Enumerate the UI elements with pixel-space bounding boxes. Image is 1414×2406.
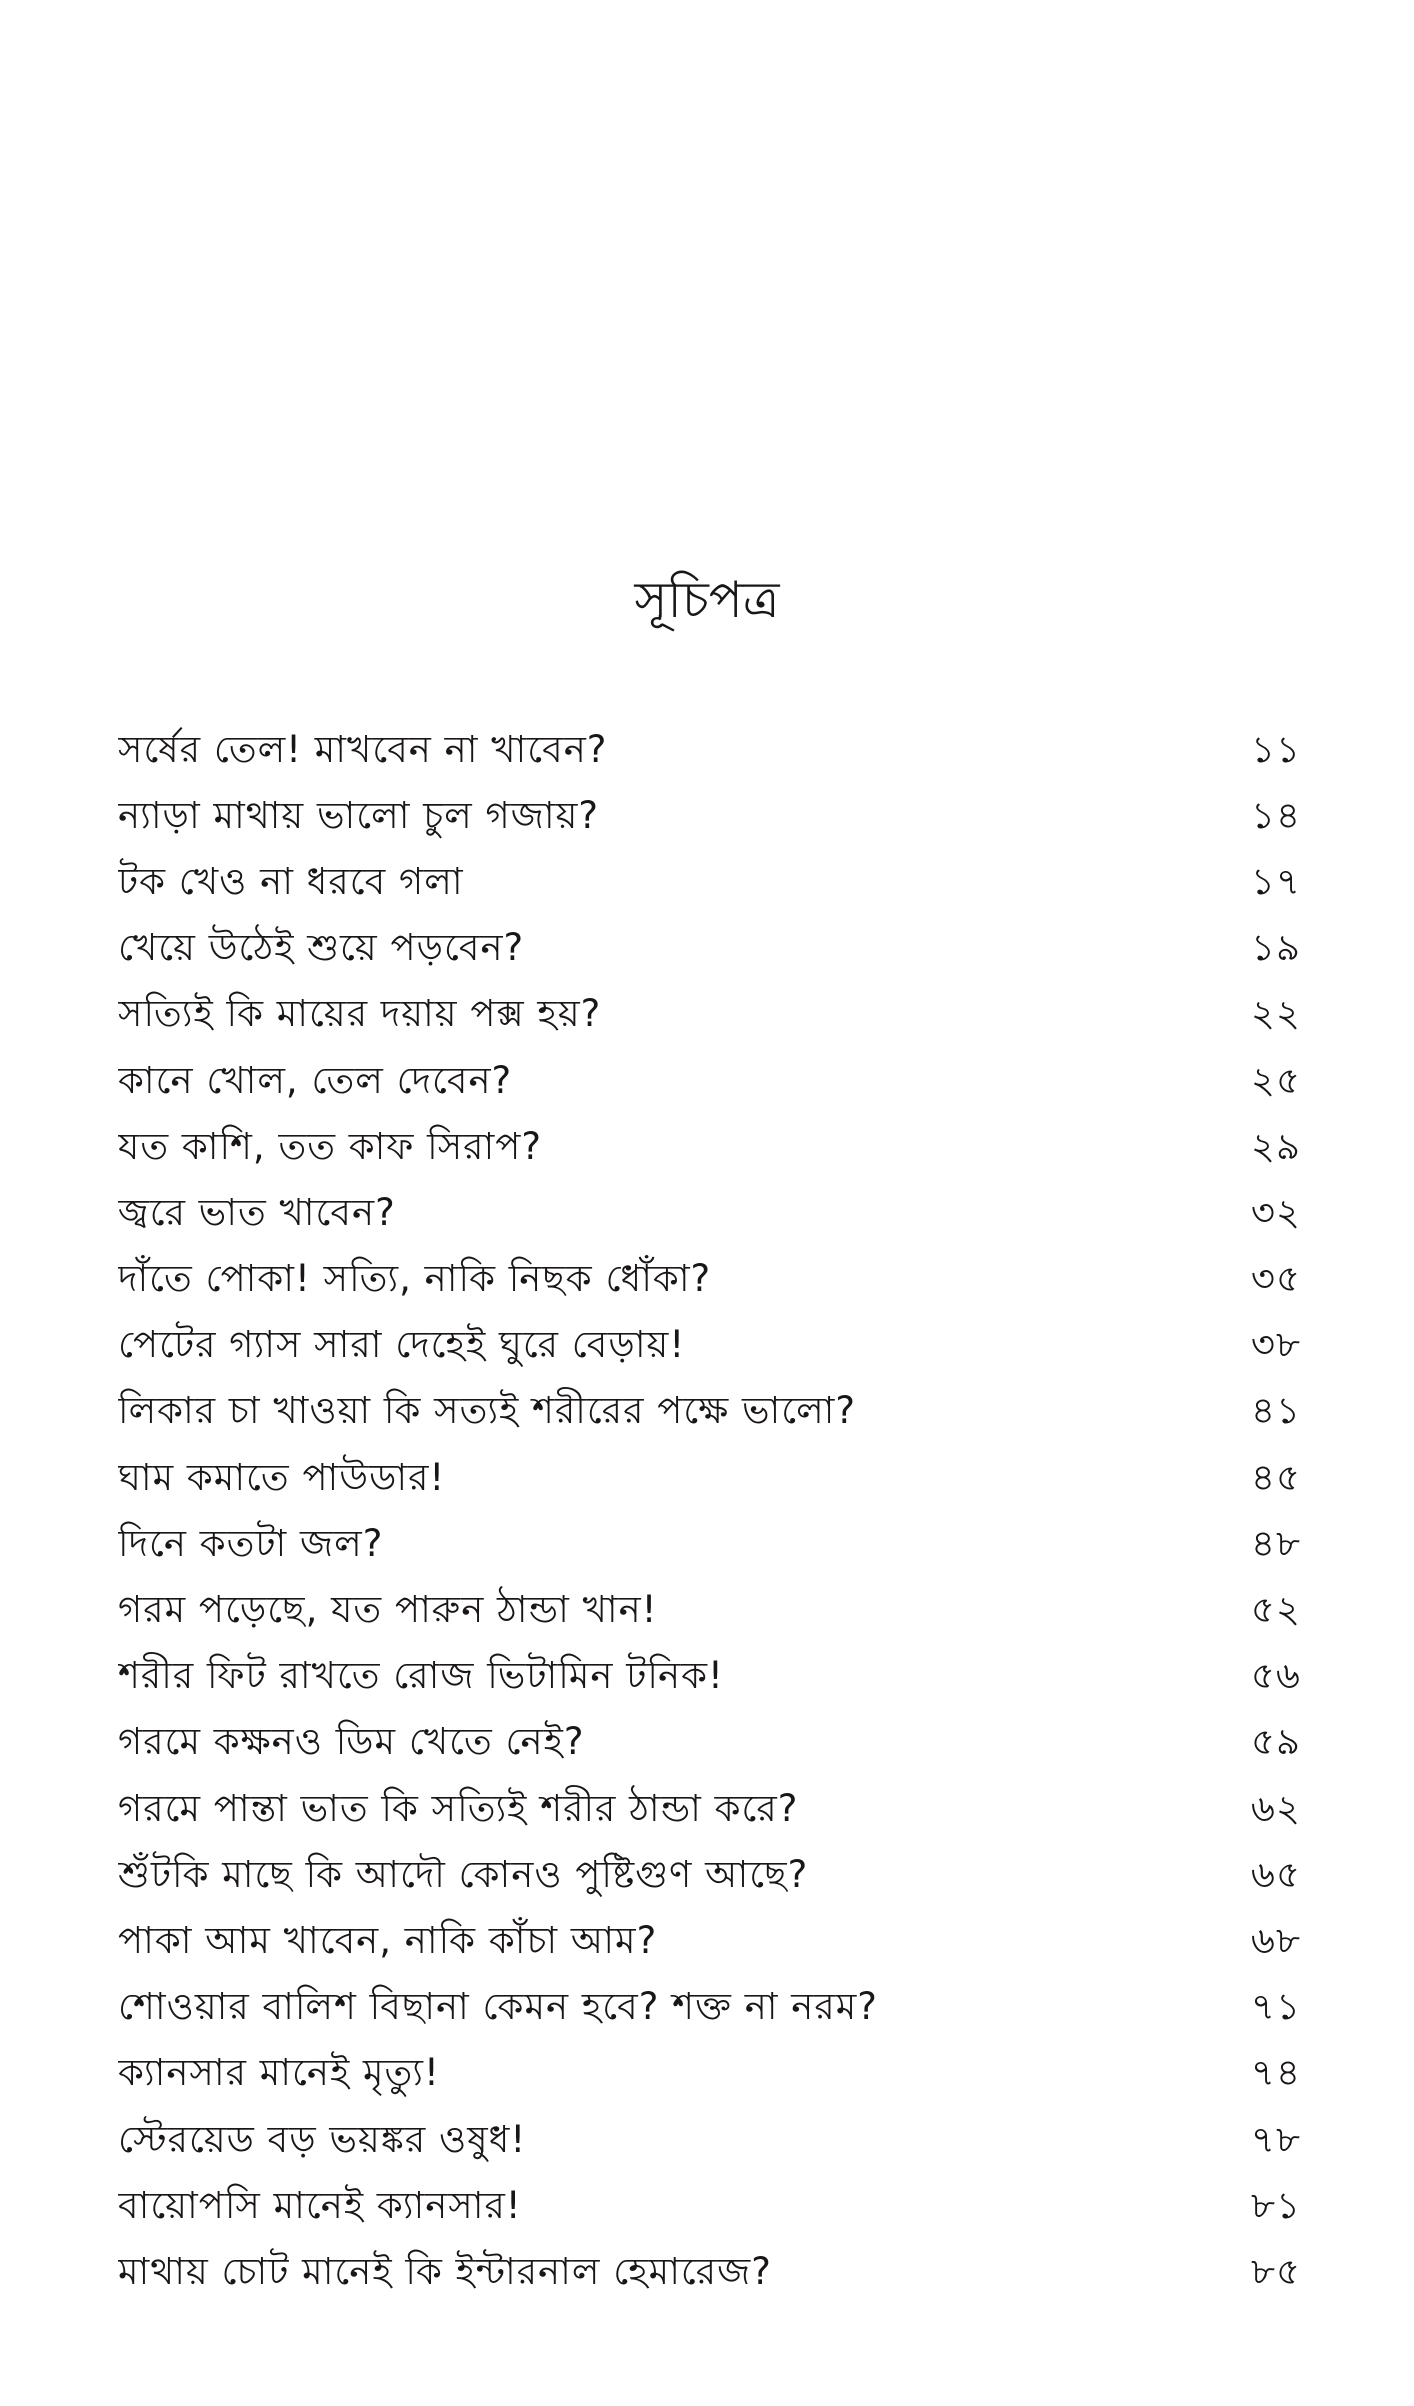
toc-entry (118, 1976, 1303, 2042)
toc-entry-title: স্টেরয়েড বড় ভয়ঙ্কর ওষুধ! (118, 2117, 527, 2161)
toc-entry-page-number: ৭৮ (1250, 2117, 1301, 2161)
toc-entry (118, 1512, 1303, 1578)
toc-entry-page-number: ৩৫ (1250, 1257, 1301, 1301)
toc-entry-page-number: ৫৬ (1250, 1654, 1301, 1698)
toc-entry (118, 784, 1303, 850)
toc-entry-title: ন্যাড়া মাথায় ভালো চুল গজায়? (118, 793, 600, 837)
toc-entry-page-number: ৮৫ (1250, 2249, 1301, 2293)
toc-entry-page-number: ৮১ (1250, 2183, 1301, 2227)
toc-entry (118, 1380, 1303, 1446)
toc-entry-page-number: ৭৪ (1250, 2051, 1301, 2095)
toc-entry (118, 2042, 1303, 2108)
toc-entry-page-number: ৩৮ (1250, 1323, 1301, 1367)
toc-entry-title: খেয়ে উঠেই শুয়ে পড়বেন? (118, 926, 525, 970)
toc-entry (118, 983, 1303, 1049)
toc-entry (118, 2108, 1303, 2174)
toc-entry-page-number: ২২ (1250, 992, 1301, 1036)
toc-entry-title: সত্যিই কি মায়ের দয়ায় পক্স হয়? (118, 992, 602, 1036)
toc-entry (118, 1049, 1303, 1115)
toc-entry-title: শরীর ফিট রাখতে রোজ ভিটামিন টনিক! (118, 1654, 724, 1698)
toc-entry-title: শুঁটকি মাছে কি আদৌ কোনও পুষ্টিগুণ আছে? (118, 1852, 809, 1896)
toc-entry-title: পাকা আম খাবেন, নাকি কাঁচা আম? (118, 1918, 658, 1962)
toc-entry-page-number: ১৯ (1250, 926, 1301, 970)
toc-entry-page-number: ৭১ (1250, 1985, 1301, 2029)
toc-entry-title: পেটের গ্যাস সারা দেহেই ঘুরে বেড়ায়! (118, 1323, 686, 1367)
toc-entry (118, 2174, 1303, 2240)
toc-entry (118, 1645, 1303, 1711)
toc-entry-title: টক খেও না ধরবে গলা (118, 859, 464, 903)
toc-entry (118, 1446, 1303, 1512)
toc-entry-title: সর্ষের তেল! মাখবেন না খাবেন? (118, 727, 608, 771)
toc-entry-title: গরমে কক্ষনও ডিম খেতে নেই? (118, 1720, 585, 1764)
toc-entry-title: মাথায় চোট মানেই কি ইন্টারনাল হেমারেজ? (118, 2249, 772, 2293)
toc-entry-page-number: ৬৮ (1250, 1918, 1301, 1962)
toc-entry-title: ক্যানসার মানেই মৃত্যু! (118, 2051, 440, 2095)
toc-entry-title: জ্বরে ভাত খাবেন? (118, 1190, 396, 1234)
toc-entry-page-number: ৫৯ (1250, 1720, 1301, 1764)
toc-entry-page-number: ৬২ (1250, 1786, 1301, 1830)
toc-entry (118, 917, 1303, 983)
toc-entry-title: বায়োপসি মানেই ক্যানসার! (118, 2183, 522, 2227)
toc-entry-title: ঘাম কমাতে পাউডার! (118, 1455, 446, 1499)
toc-entry (118, 1711, 1303, 1777)
toc-entry-page-number: ১১ (1250, 727, 1301, 771)
toc-entry-page-number: ২৫ (1250, 1058, 1301, 1102)
toc-entry-page-number: ৩২ (1250, 1190, 1301, 1234)
toc-entry (118, 1909, 1303, 1975)
toc-entry (118, 850, 1303, 916)
toc-entry (118, 2240, 1303, 2306)
toc-entry (118, 1115, 1303, 1181)
toc-entry (118, 1777, 1303, 1843)
toc-entry-title: কানে খোল, তেল দেবেন? (118, 1058, 513, 1102)
toc-entry (118, 1248, 1303, 1314)
toc-entry-page-number: ৬৫ (1250, 1852, 1301, 1896)
toc-entry-page-number: ৪৮ (1250, 1521, 1301, 1565)
toc-entry (118, 1181, 1303, 1247)
toc-entry-title: দাঁতে পোকা! সত্যি, নাকি নিছক ধোঁকা? (118, 1257, 712, 1301)
toc-entry-title: শোওয়ার বালিশ বিছানা কেমন হবে? শক্ত না নরম? (118, 1985, 878, 2029)
toc-entry-title: যত কাশি, তত কাফ সিরাপ? (118, 1124, 543, 1168)
page-title: সূচিপত্র (634, 571, 780, 629)
toc-entry-title: গরমে পান্তা ভাত কি সত্যিই শরীর ঠান্ডা করে? (118, 1786, 799, 1830)
toc-entry-page-number: ৪৫ (1250, 1455, 1301, 1499)
toc-entry-title: দিনে কতটা জল? (118, 1521, 384, 1565)
toc-entry-page-number: ৪১ (1250, 1389, 1301, 1433)
toc-entry (118, 1314, 1303, 1380)
toc-entry-title: লিকার চা খাওয়া কি সত্যই শরীরের পক্ষে ভালো? (118, 1389, 857, 1433)
toc-entry-page-number: ৫২ (1250, 1588, 1301, 1632)
toc-entry (118, 1843, 1303, 1909)
toc-entry-page-number: ১৪ (1250, 793, 1301, 837)
toc-entry-page-number: ২৯ (1250, 1124, 1301, 1168)
toc-entry-page-number: ১৭ (1250, 859, 1301, 903)
toc-entry-title: গরম পড়েছে, যত পারুন ঠান্ডা খান! (118, 1588, 658, 1632)
table-of-contents (118, 718, 1303, 2307)
toc-entry (118, 1578, 1303, 1644)
toc-entry (118, 718, 1303, 784)
